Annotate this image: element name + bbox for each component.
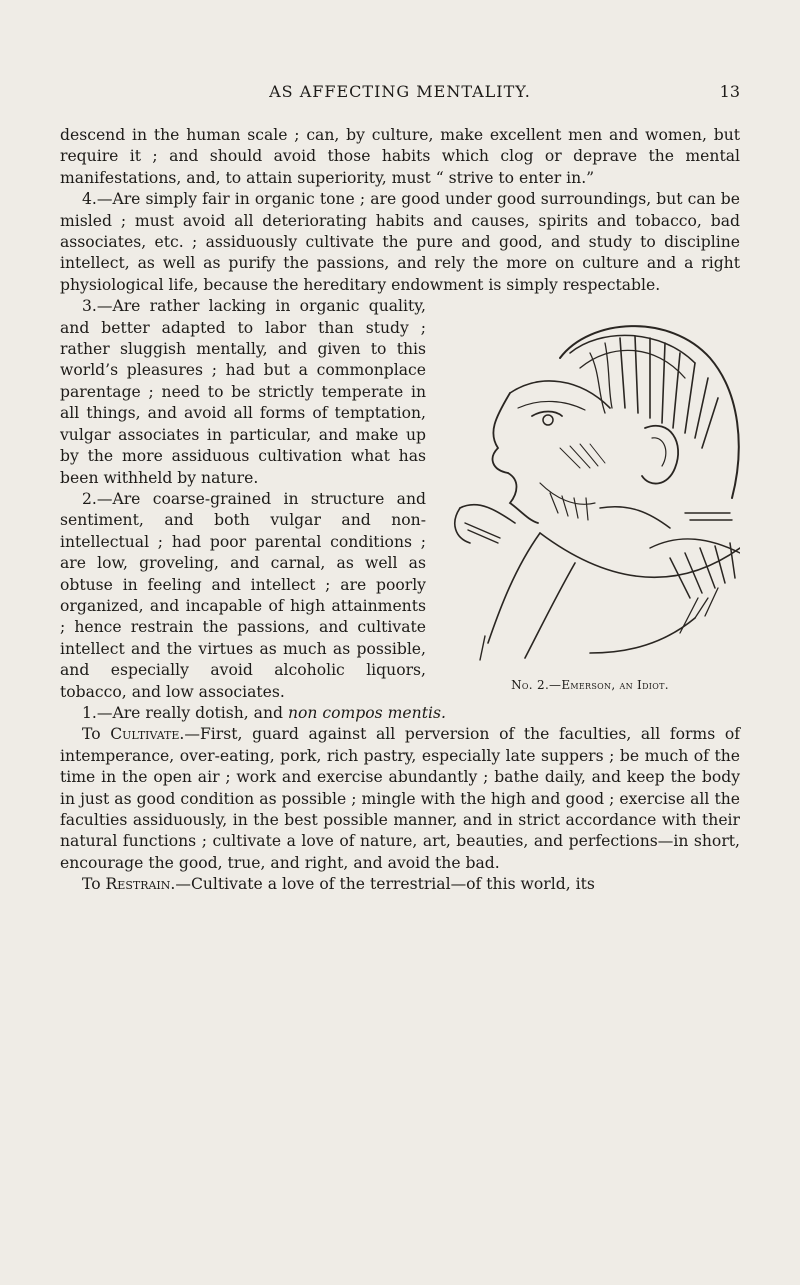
paragraph-restrain: [60, 874, 740, 895]
running-title: AS AFFECTING MENTALITY.: [269, 82, 531, 101]
cultivate-text: —First, guard against all perversion of the faculties, all forms of intemperance, over-eating, pork, rich pastry, especially late suppers ; be much of the time in the open air ; work and exercise abundantly ; bathe daily, and keep the body in just as good condition as possible ; mingle with the high and good ; exercise all the faculties assiduously, in the best possible manner, and in strict accordance with their natural functions ; cultivate a love of nature, art, beauties, and perfections—in short, encourage the good, true, and right, and avoid the bad.: [60, 725, 741, 872]
paragraph-grade-2: 2.—Are coarse-grained in structure and sentiment, and both vulgar and non-intellectual ; had poor parental conditions ; are low, groveling, and carnal, as well as obtuse in feeling and intellect ; are poorly organized, and incapable of high attainments ; hence restrain the passions, and cultivate intellect and the virtues as much as possible, and especially avoid alcoholic liquors, tobacco, and low associates.: [60, 489, 426, 701]
restrain-to: To: [82, 875, 106, 894]
restrain-text: —Cultivate a love of the terrestrial—of this world, its: [175, 875, 595, 894]
cultivate-to: To: [82, 725, 111, 744]
restrain-heading: Restrain.: [105, 875, 176, 894]
figure-caption: No. 2.—Emerson, an Idiot.: [511, 677, 669, 692]
latin-phrase: non compos mentis.: [287, 703, 446, 722]
paragraph-grade-3: 3.—Are rather lacking in organic quality, and better adapted to labor than study ; rather sluggish mentally, and given to this world’s pleasures ; had but a commonplace parentage ; need to be strictly temperate in all things, and avoid all forms of temptation, vulgar associates in particular, and make up by the more assiduous cultivation what has been withheld by nature.: [60, 297, 426, 487]
paragraph-continuation: descend in the human scale ; can, by culture, make excellent men and women, but require it ; and should avoid those habits which clog or deprave the mental manifestations, and, to attain superiority, must “ strive to enter in.”: [60, 126, 740, 187]
figure-emerson-portrait: [440, 298, 740, 696]
page-number: 13: [719, 82, 740, 101]
body-text: [60, 125, 740, 896]
paragraph-cultivate: [60, 724, 740, 874]
cultivate-heading: Cultivate.: [110, 725, 185, 744]
paragraph-grade-1: [60, 703, 740, 724]
paragraph-grade-4: 4.—Are simply fair in organic tone ; are good under good surroundings, but can be misled ; must avoid all deteriorating habits and causes, spirits and tobacco, bad associates, etc. ; assiduously cultivate the pure and good, and study to discipline intellect, as well as purify the passions, and rely the more on culture and a right physiological life, because the hereditary endowment is simply respectable.: [60, 190, 740, 294]
engraving-illustration: [440, 298, 740, 678]
grade-1-text: 1.—Are really dotish, and: [82, 703, 288, 722]
running-head: [60, 82, 740, 108]
